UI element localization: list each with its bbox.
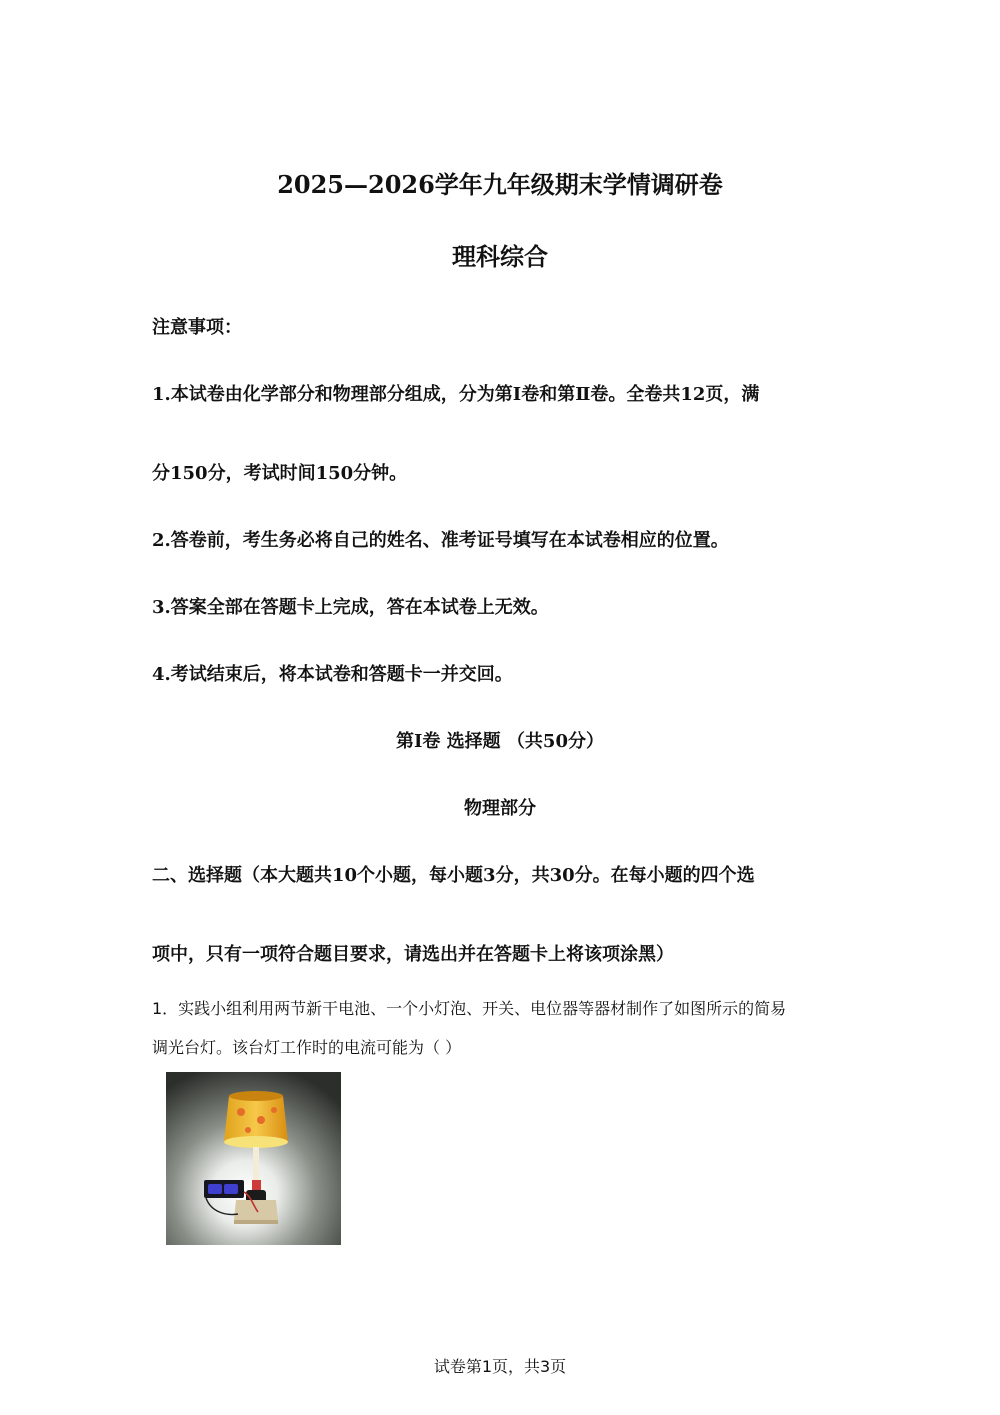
notice-item-3: 3.答案全部在答题卡上完成，答在本试卷上无效。 xyxy=(152,597,549,618)
volume-title: 第Ⅰ卷 选择题 （共50分） xyxy=(395,731,604,752)
section-instruction-line-2: 项中，只有一项符合题目要求，请选出并在答题卡上将该项涂黑） xyxy=(152,944,674,965)
desk-lamp-photo xyxy=(166,1072,341,1245)
exam-subject: 理科综合 xyxy=(452,242,548,271)
page-footer: 试卷第1页，共3页 xyxy=(433,1357,567,1376)
part-title: 物理部分 xyxy=(464,798,536,819)
exam-title: 2025—2026学年九年级期末学情调研卷 xyxy=(277,170,723,199)
notice-item-4: 4.考试结束后，将本试卷和答题卡一并交回。 xyxy=(152,664,513,685)
notice-item-2: 2.答卷前，考生务必将自己的姓名、准考证号填写在本试卷相应的位置。 xyxy=(152,530,729,551)
question-1-line-2: 调光台灯。该台灯工作时的电流可能为（ ） xyxy=(152,1038,462,1057)
notice-heading: 注意事项： xyxy=(152,317,242,338)
section-instruction-line-1: 二、选择题（本大题共10个小题，每小题3分，共30分。在每小题的四个选 xyxy=(152,865,755,886)
notice-item-1-line-1: 1.本试卷由化学部分和物理部分组成，分为第Ⅰ卷和第Ⅱ卷。全卷共12页，满 xyxy=(152,384,760,405)
question-1-line-1: 1．实践小组利用两节新干电池、一个小灯泡、开关、电位器等器材制作了如图所示的简易 xyxy=(152,999,787,1018)
notice-item-1-line-2: 分150分，考试时间150分钟。 xyxy=(152,463,408,484)
